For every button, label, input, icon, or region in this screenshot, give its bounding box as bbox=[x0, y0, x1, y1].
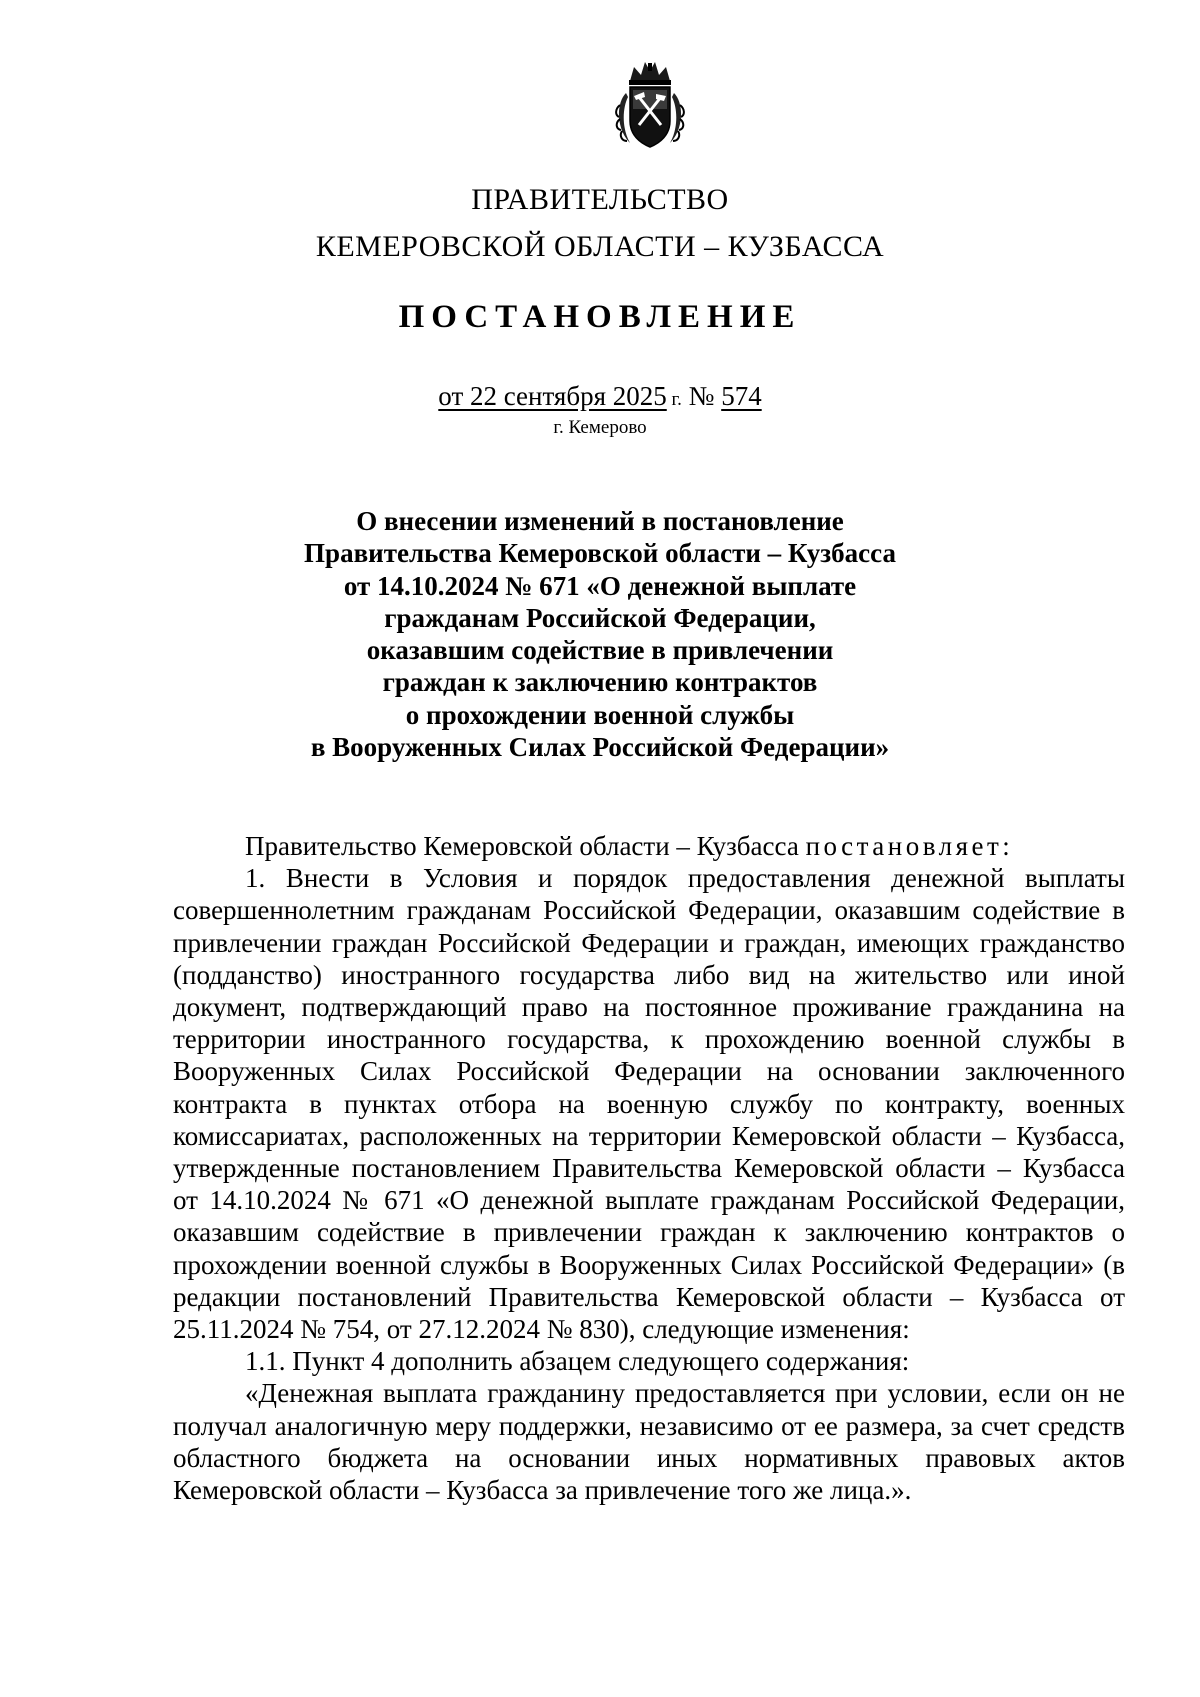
year-suffix: г. bbox=[666, 389, 682, 410]
document-subject bbox=[150, 505, 1050, 763]
preamble-text: Правительство Кемеровской области – Кузбасса bbox=[245, 831, 806, 861]
date-number-line bbox=[0, 381, 1200, 412]
document-place: г. Кемерово bbox=[553, 417, 647, 438]
subject-line: оказавшим содействие в привлечении bbox=[366, 635, 834, 666]
document-body bbox=[173, 830, 1125, 1506]
subject-line: О внесении изменений в постановление bbox=[356, 506, 844, 536]
subject-line: о прохождении военной службы bbox=[405, 699, 795, 730]
subject-line: гражданам Российской Федерации, bbox=[384, 602, 816, 633]
subject-line: граждан к заключению контрактов bbox=[382, 667, 818, 698]
government-name-line-1: ПРАВИТЕЛЬСТВО bbox=[471, 183, 729, 216]
document-number: 574 bbox=[721, 381, 762, 411]
coat-of-arms-icon bbox=[612, 59, 688, 151]
decree-word: постановляет: bbox=[805, 831, 1014, 861]
subject-line: Правительства Кемеровской области – Кузбасса bbox=[304, 538, 896, 569]
number-sign: № bbox=[688, 381, 715, 411]
quoted-amendment-paragraph: «Денежная выплата гражданину предоставляется при условии, если он не получал аналогичную меру поддержки, независимо от ее размера, за счет средств областного бюджета на основании иных нормативных правовых актов Кемеровской области – Кузбасса за привлечение того же лица.». bbox=[173, 1378, 1125, 1506]
subject-line: в Вооруженных Силах Российской Федерации» bbox=[310, 732, 890, 763]
government-name-line-2: КЕМЕРОВСКОЙ ОБЛАСТИ – КУЗБАССА bbox=[315, 230, 885, 263]
preamble-paragraph bbox=[173, 830, 1125, 862]
subject-line: от 14.10.2024 № 671 «О денежной выплате bbox=[343, 570, 857, 601]
paragraph-1-1: 1.1. Пункт 4 дополнить абзацем следующего содержания: bbox=[245, 1346, 910, 1377]
document-date: от 22 сентября 2025 bbox=[438, 381, 667, 411]
document-type-title: ПОСТАНОВЛЕНИЕ bbox=[398, 299, 802, 335]
paragraph-1: 1. Внести в Условия и порядок предоставления денежной выплаты совершеннолетним гражданам Российской Федерации, оказавшим содействие в привлечении граждан Российской Федерации и граждан, имеющих гражданство (подданство) иностранного государства либо вид на жительство или иной документ, подтверждающий право на постоянное проживание гражданина на территории иностранного государства, к прохождению военной службы в Вооруженных Силах Российской Федерации на основании заключенного контракта в пунктах отбора на военную службу по контракту, военных комиссариатах, расположенных на территории Кемеровской области – Кузбасса, утвержденные постановлением Правительства Кемеровской области – Кузбасса от 14.10.2024 № 671 «О денежной выплате гражданам Российской Федерации, оказавшим содействие в привлечении граждан к заключению контрактов о прохождении военной службы в Вооруженных Силах Российской Федерации» (в редакции постановлений Правительства Кемеровской области – Кузбасса от 25.11.2024 № 754, от 27.12.2024 № 830), следующие изменения: bbox=[173, 863, 1125, 1345]
